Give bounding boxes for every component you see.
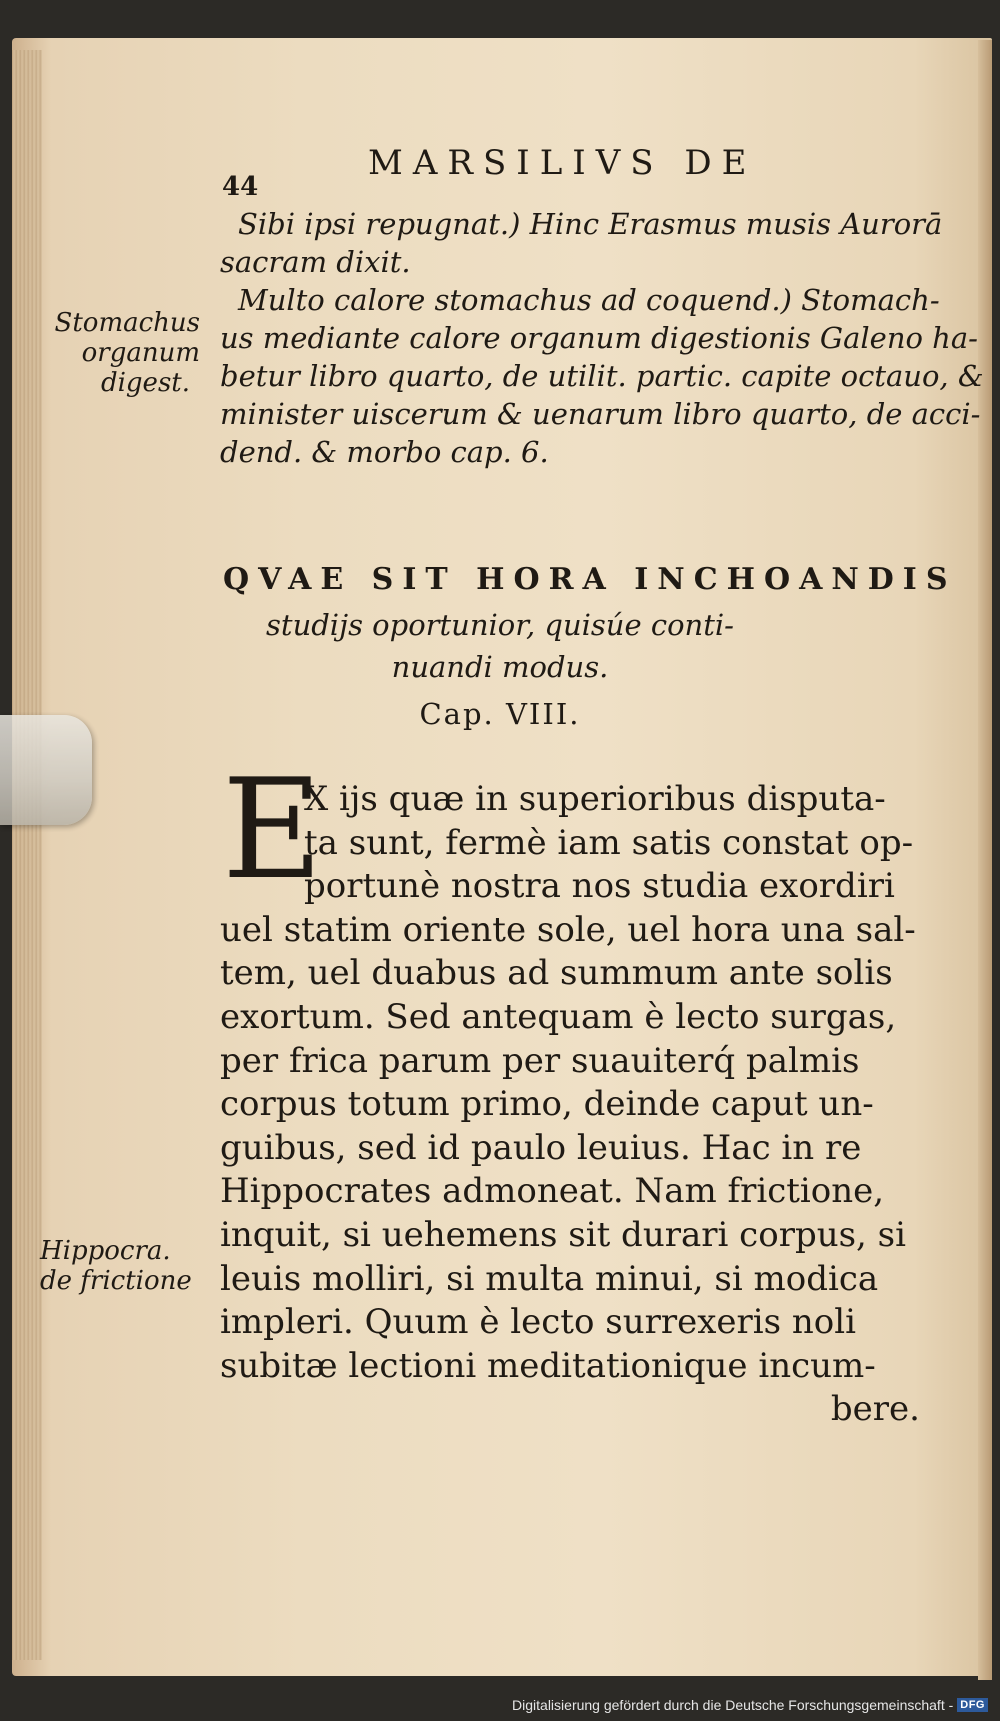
body-text [220,778,920,1432]
footer-text: Digitalisierung gefördert durch die Deutsche Forschungsgemeinschaft - [512,1697,954,1713]
body-line: subitæ lectioni meditationique incum- [220,1345,876,1386]
body-line: tem, uel duabus ad summum ante solis [220,953,893,994]
intro-line: minister uiscerum & uenarum libro quarto, de acci- [220,397,981,431]
margin-line: Hippocra. [40,1236,171,1266]
body-line: X ijs quæ in superioribus disputa- [304,779,886,819]
body-line: Hippocrates admoneat. Nam frictione, [220,1171,885,1212]
intro-line: Multo calore stomachus ad coquend.) Stomach- [238,283,940,317]
folio-number: 44 [222,172,259,202]
page-clip [0,715,92,825]
intro-line: dend. & morbo cap. 6. [220,435,549,469]
margin-line: digest. [100,368,190,398]
body-line: inquit, si uehemens sit durari corpus, si [220,1214,906,1255]
body-line: leuis molliri, si multa minui, si modica [220,1258,879,1299]
intro-line: Sibi ipsi repugnat.) Hinc Erasmus musis Aurorā [238,207,943,241]
body-line: exortum. Sed antequam è lecto surgas, [220,996,897,1037]
digitization-footer [512,1695,988,1715]
margin-line: de frictione [40,1266,192,1296]
page-edge [12,50,42,1660]
margin-note-hippocrates [40,1236,200,1296]
intro-line: betur libro quarto, de utilit. partic. capite octauo, & [220,359,984,393]
dfg-logo: DFG [957,1698,988,1712]
intro-line: sacram dixit. [220,245,411,279]
body-line: bere. [830,1389,920,1430]
body-line: uel statim oriente sole, uel hora una sal- [220,909,916,950]
body-line: ta sunt, fermè iam satis constat op- [304,822,914,863]
body-line: per frica parum per suauiterq́ palmis [220,1040,860,1081]
intro-line: us mediante calore organum digestionis Galeno ha- [220,321,978,355]
body-line: portunè nostra nos studia exordiri [304,866,895,907]
intro-text [220,205,984,471]
chapter-title-line3: nuandi modus. [391,650,609,684]
chapter-title: QVAE SIT HORA INCHOANDIS [223,562,957,597]
body-line: guibus, sed id paulo leuius. Hac in re [220,1127,862,1168]
body-line: corpus totum primo, deinde caput un- [220,1084,874,1125]
margin-line: Stomachus [54,308,200,338]
chapter-title-line2: studijs oportunior, quisúe conti- [266,608,734,642]
chapter-number: Cap. VIII. [419,697,581,731]
running-head: MARSILIVS DE [368,143,757,183]
drop-capital: E [222,749,323,910]
margin-note-stomach [50,308,200,398]
body-line: impleri. Quum è lecto surrexeris noli [220,1302,857,1343]
margin-line: organum [81,338,200,368]
